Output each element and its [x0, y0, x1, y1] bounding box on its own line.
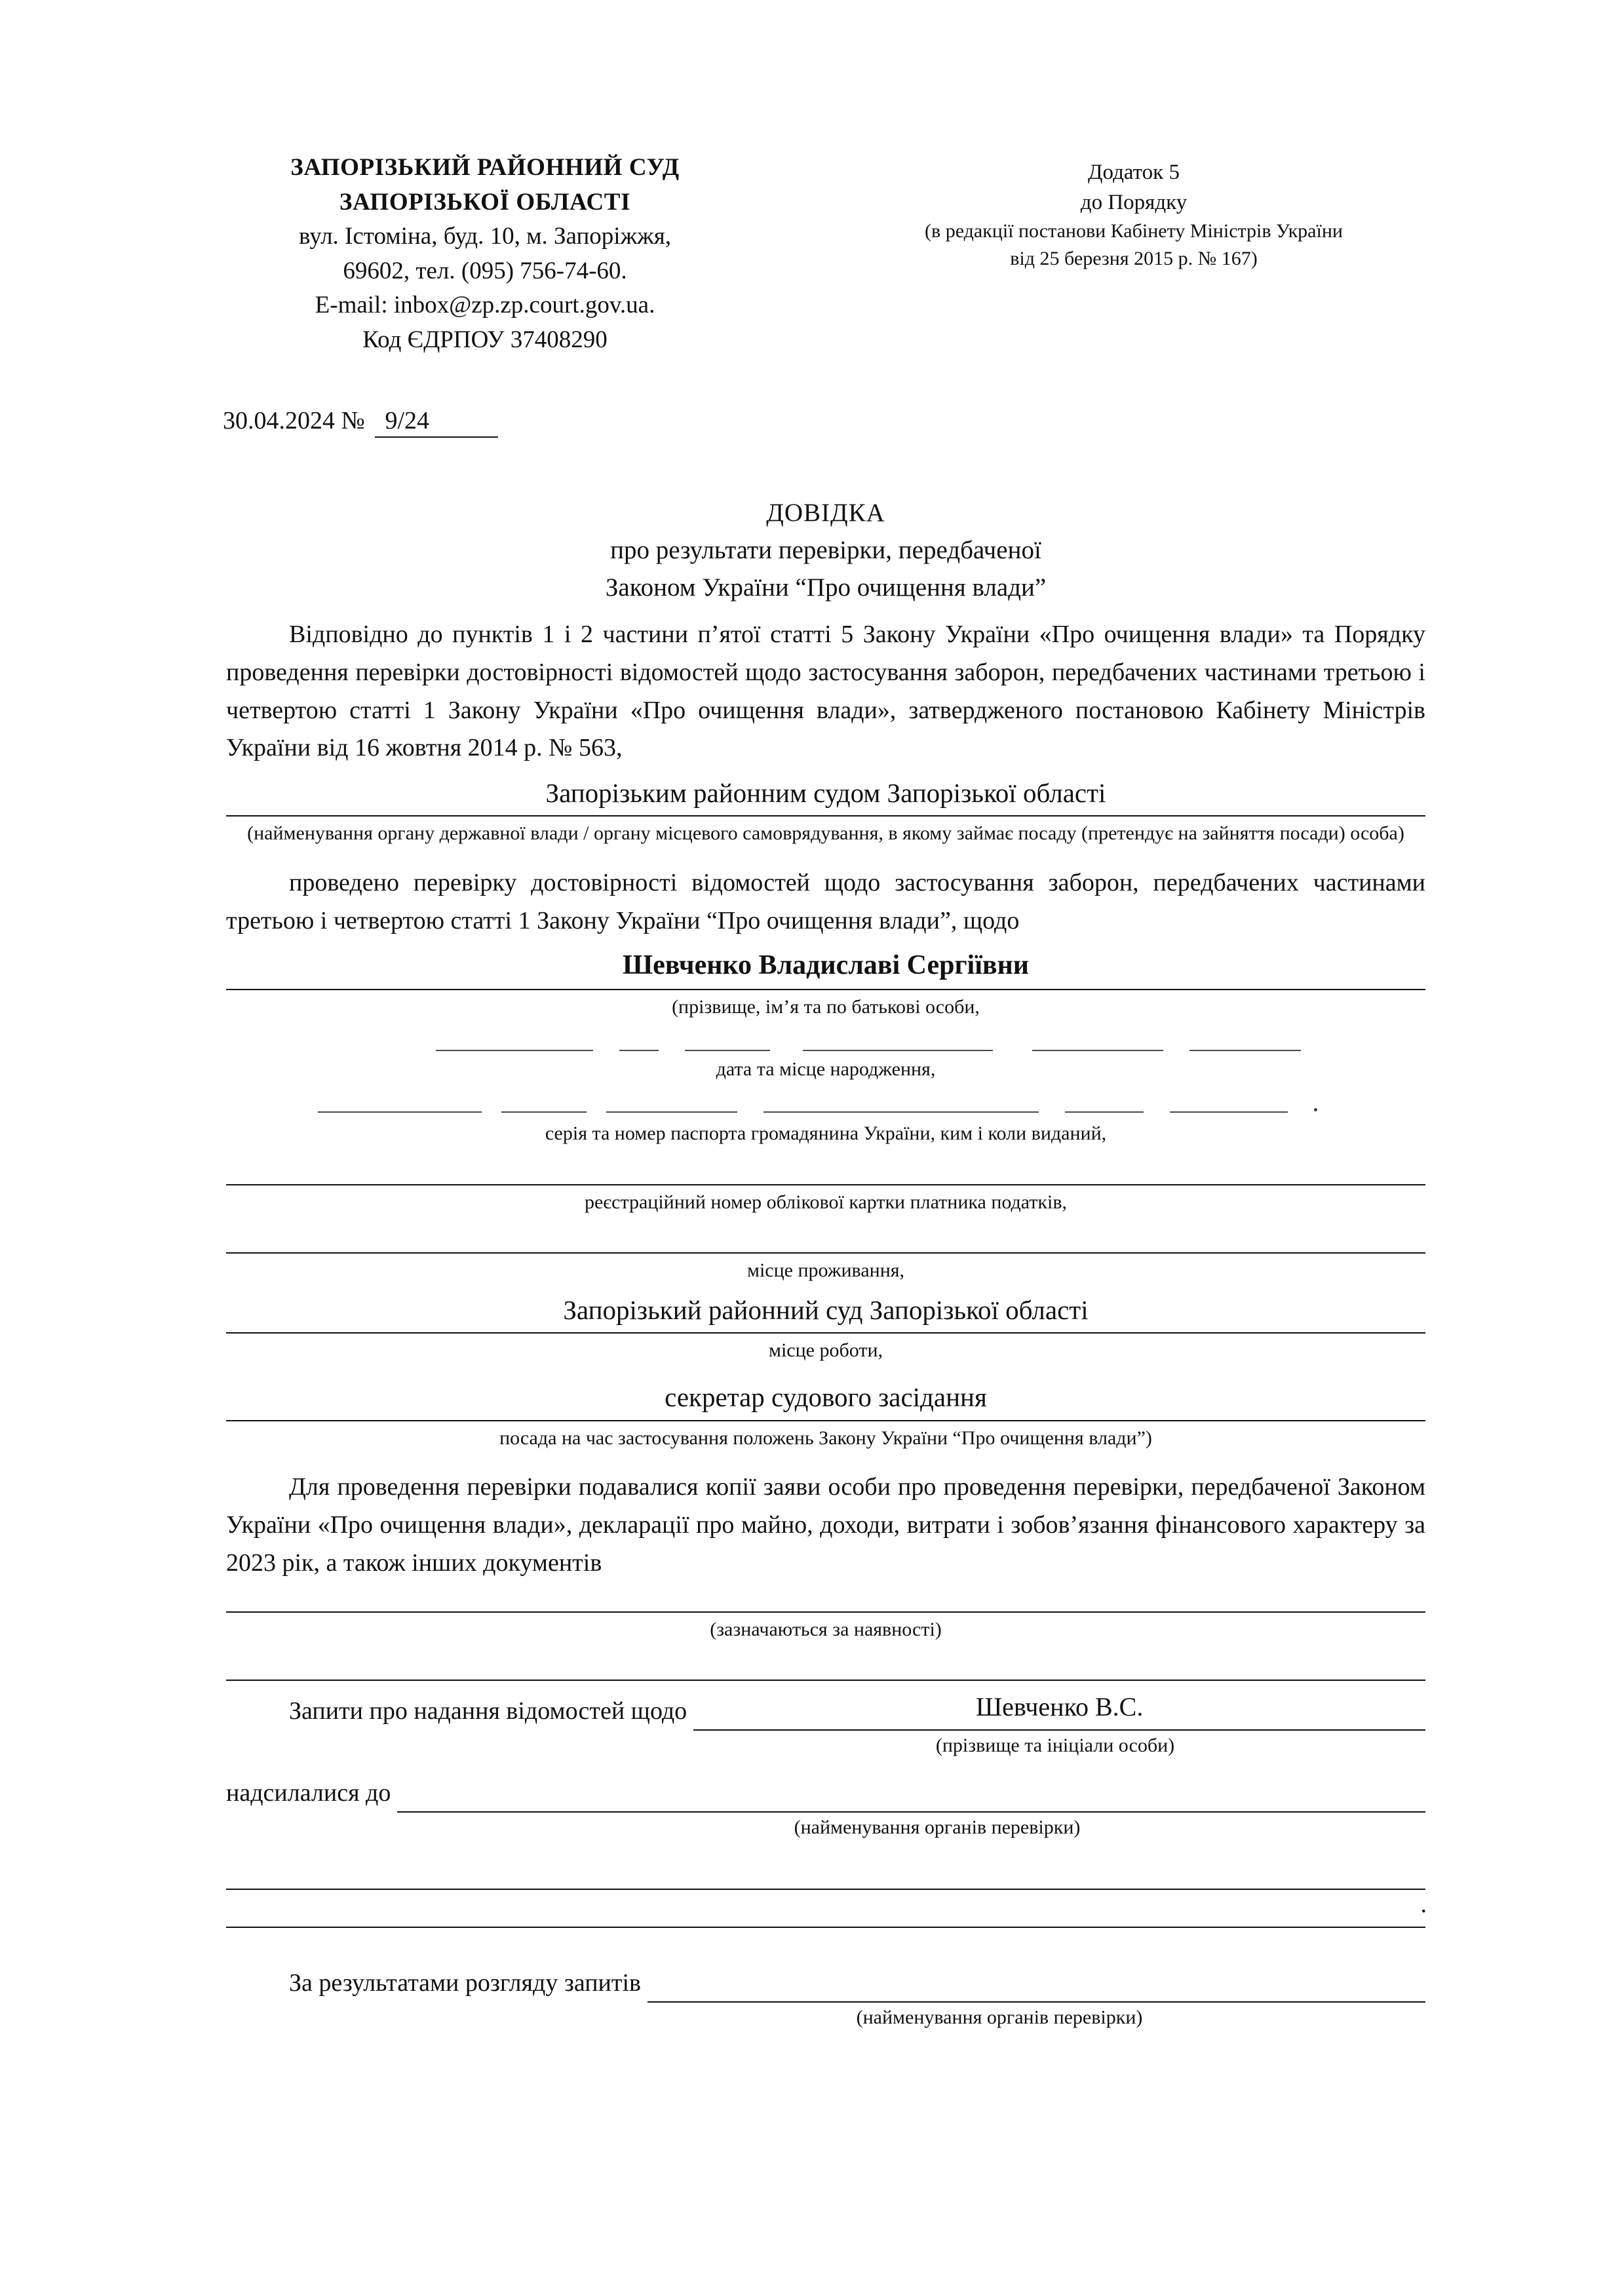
- title-sub-2: Законом України “Про очищення влади”: [605, 573, 1047, 602]
- tax-number-field: [226, 1155, 1425, 1185]
- document-date: 30.04.2024: [223, 407, 335, 434]
- court-name-line-1: ЗАПОРІЗЬКИЙ РАЙОННИЙ СУД: [290, 154, 680, 181]
- document-header: [216, 151, 1422, 357]
- document-body: [226, 616, 1425, 2032]
- annex-number: Додаток 5: [1088, 161, 1180, 184]
- court-phone: 69602, тел. (095) 756-74-60.: [343, 257, 627, 284]
- sent-to-row: [226, 1775, 1425, 1813]
- other-documents-field: [226, 1583, 1425, 1613]
- date-number-line: [223, 406, 498, 438]
- passport-data-caption: серія та номер паспорта громадянина України, ким і коли виданий,: [545, 1123, 1107, 1145]
- sent-to-caption: (найменування органів перевірки): [794, 1816, 1081, 1839]
- court-email: E-mail: inbox@zp.zp.court.gov.ua.: [315, 292, 655, 319]
- authority-name-field: Запорізьким районним судом Запорізької області: [226, 773, 1425, 817]
- document-title: [223, 495, 1429, 607]
- number-trailing-rule: [439, 417, 498, 438]
- workplace-field: Запорізький районний суд Запорізької області: [226, 1290, 1425, 1334]
- position-field: секретар судового засідання: [226, 1377, 1425, 1421]
- requests-row: [226, 1687, 1425, 1731]
- court-name-line-2: ЗАПОРІЗЬКОЇ ОБЛАСТІ: [339, 188, 631, 216]
- position-caption: посада на час застосування положень Закону України “Про очищення влади”): [499, 1427, 1152, 1449]
- person-fullname-field: Шевченко Владиславі Сергіївни: [226, 945, 1425, 990]
- annex-reference: [845, 151, 1422, 273]
- other-documents-caption: (зазначаються за наявності): [710, 1618, 942, 1640]
- sent-to-field-2: [226, 1860, 1425, 1890]
- document-number: 9/24: [375, 406, 439, 438]
- passport-data-field: [226, 1083, 1425, 1117]
- authority-name-caption: (найменування органу державної влади / органу місцевого самоврядування, в якому займає посаду (претендує на зайняття посади) особа): [247, 822, 1404, 845]
- paragraph-submitted-documents: Для проведення перевірки подавалися копії заяви особи про проведення перевірки, передбаченої Законом України «Про очищення влади», декларації про майно, доходи, витрати і зобов’язання фінансового характеру за 2023 рік, а також інших документів: [226, 1473, 1425, 1577]
- results-caption: (найменування органів перевірки): [856, 2006, 1143, 2028]
- sent-to-field-3: [226, 1891, 1427, 1928]
- results-row: [226, 1965, 1425, 2003]
- title-sub-1: про результати перевірки, передбаченої: [610, 535, 1041, 564]
- birth-data-caption: дата та місце народження,: [716, 1058, 936, 1080]
- results-field: [648, 1999, 1425, 2003]
- residence-field: [226, 1223, 1425, 1254]
- court-address: вул. Істоміна, буд. 10, м. Запоріжжя,: [299, 223, 671, 250]
- residence-caption: місце проживання,: [746, 1259, 905, 1282]
- title-main: ДОВІДКА: [766, 499, 885, 527]
- results-label: За результатами розгляду запитів: [289, 1969, 641, 1997]
- sent-to-label: надсилалися до: [226, 1779, 391, 1807]
- annex-edition: (в редакції постанови Кабінету Міністрів України: [925, 220, 1343, 242]
- requests-label: Запити про надання відомостей щодо: [289, 1697, 687, 1725]
- paragraph-verification-subject: проведено перевірку достовірності відомостей щодо застосування заборон, передбачених частинами третьою і четвертою статті 1 Закону України “Про очищення влади”, щодо: [226, 868, 1425, 934]
- other-documents-field-2: [226, 1651, 1425, 1681]
- birth-data-field: [226, 1021, 1425, 1055]
- tax-number-caption: реєстраційний номер облікової картки платника податків,: [584, 1191, 1068, 1213]
- court-letterhead: [216, 151, 754, 357]
- sentence-period: .: [1420, 1891, 1427, 1918]
- requests-person-field: Шевченко В.С.: [693, 1687, 1425, 1731]
- person-fullname-caption: (прізвище, ім’я та по батькові особи,: [672, 996, 980, 1018]
- annex-to-order: до Порядку: [1080, 191, 1188, 215]
- paragraph-legal-basis: Відповідно до пунктів 1 і 2 частини п’ятої статті 5 Закону України «Про очищення влади» та Порядку проведення перевірки достовірності відомостей щодо застосування заборон, передбачених частинами третьою і четвертою статті 1 Закону України «Про очищення влади», затвердженого постановою Кабінету Міністрів України від 16 жовтня 2014 р. № 563,: [226, 621, 1425, 762]
- workplace-caption: місце роботи,: [768, 1339, 883, 1361]
- number-label: №: [341, 407, 365, 434]
- requests-person-caption: (прізвище та ініціали особи): [935, 1734, 1175, 1756]
- annex-date: від 25 березня 2015 р. № 167): [1010, 248, 1258, 270]
- court-edrpou: Код ЄДРПОУ 37408290: [362, 326, 608, 353]
